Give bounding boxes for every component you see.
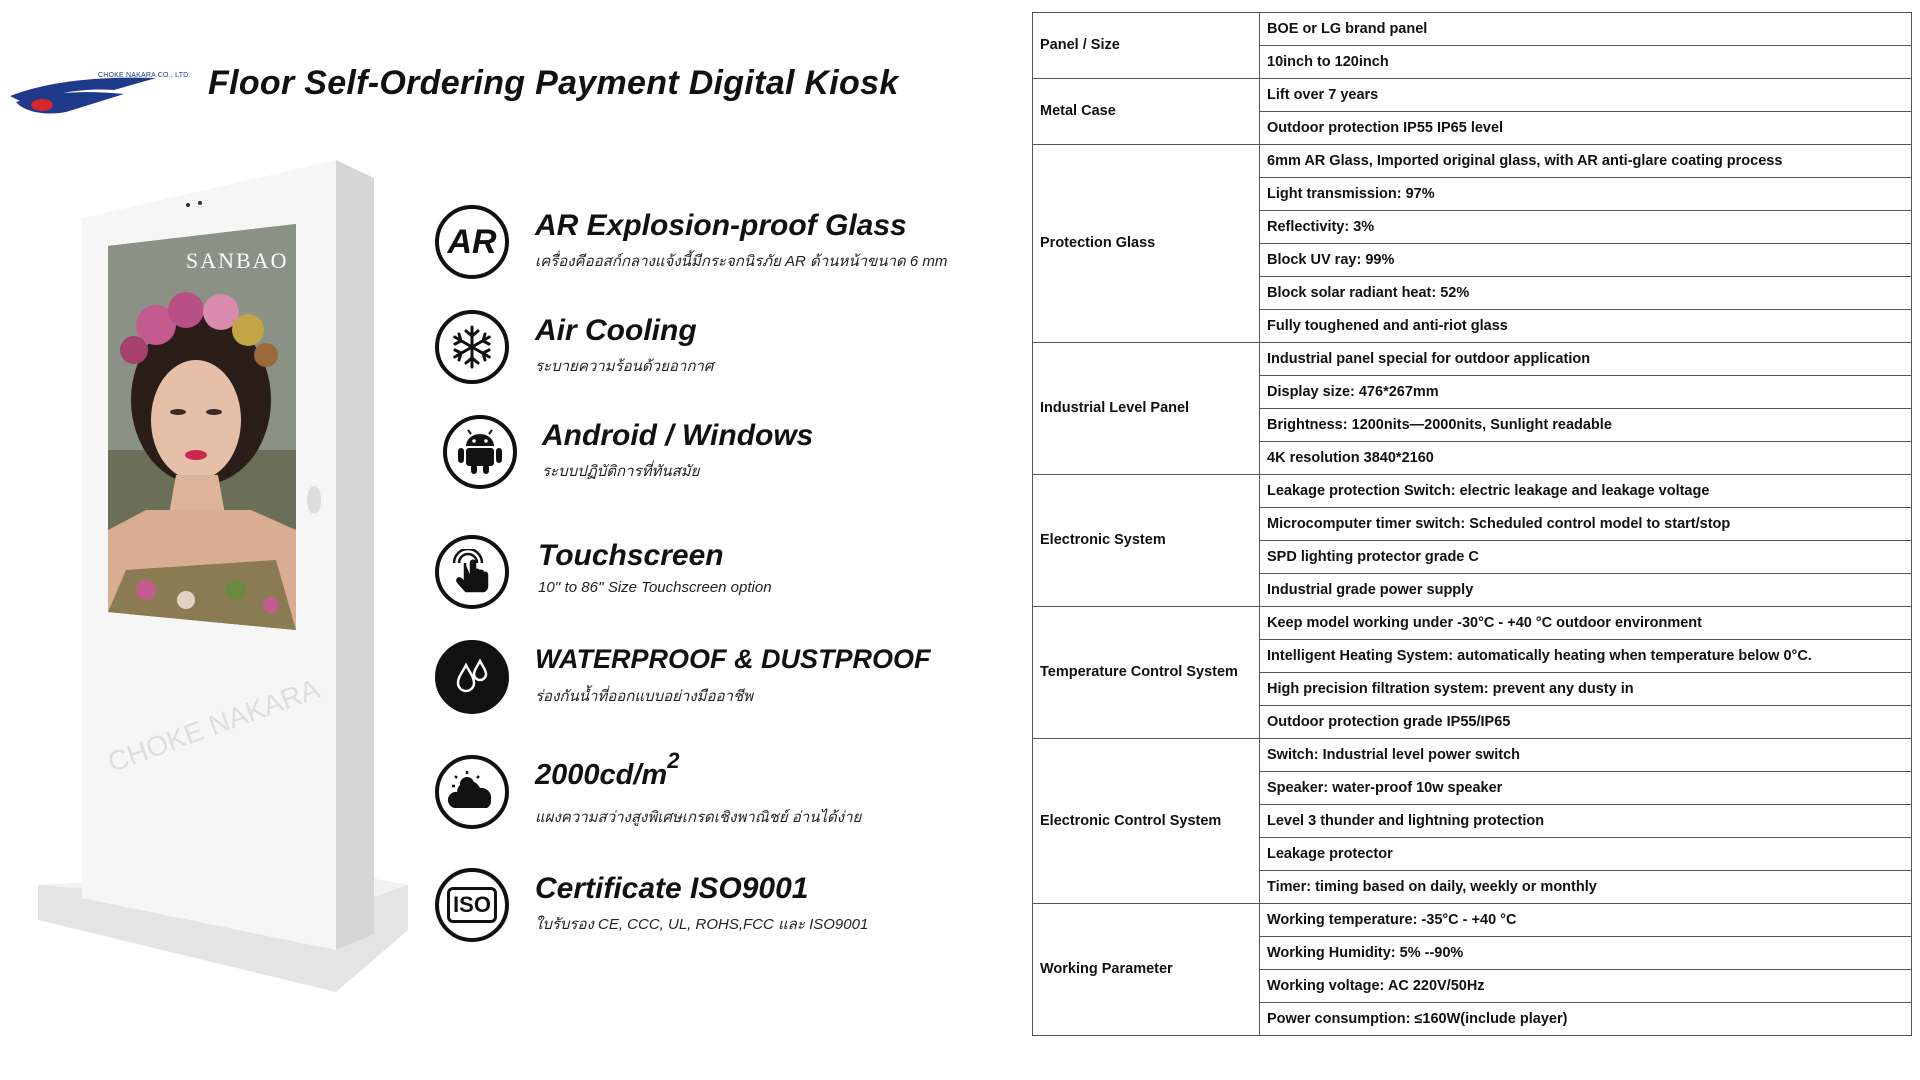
- spec-row: [1033, 79, 1912, 112]
- spec-value: Level 3 thunder and lightning protection: [1260, 805, 1912, 838]
- feature-subtitle: ระบบปฏิบัติการที่ทันสมัย: [542, 463, 700, 480]
- spec-value: Intelligent Heating System: automatically heating when temperature below 0°C.: [1260, 640, 1912, 673]
- spec-value: Outdoor protection grade IP55/IP65: [1260, 706, 1912, 739]
- spec-value: Leakage protector: [1260, 838, 1912, 871]
- spec-row: [1033, 607, 1912, 640]
- spec-value: Industrial grade power supply: [1260, 574, 1912, 607]
- spec-value: Working temperature: -35°C - +40 °C: [1260, 904, 1912, 937]
- feature-title: AR Explosion-proof Glass: [535, 209, 907, 242]
- spec-value: Leakage protection Switch: electric leakage and leakage voltage: [1260, 475, 1912, 508]
- spec-row: [1033, 13, 1912, 46]
- feature-title: Android / Windows: [542, 419, 814, 452]
- spec-category: Electronic Control System: [1033, 739, 1260, 904]
- spec-row: [1033, 145, 1912, 178]
- spec-value: High precision filtration system: prevent any dusty in: [1260, 673, 1912, 706]
- feature-subtitle: เครื่องคีออสก์กลางแจ้งนี้มีกระจกนิรภัย AR ด้านหน้าขนาด 6 mm: [535, 253, 948, 270]
- spec-category: Panel / Size: [1033, 13, 1260, 79]
- spec-value: Power consumption: ≤160W(include player): [1260, 1003, 1912, 1036]
- kiosk-image: [36, 150, 416, 1010]
- iso-icon: ISO: [435, 868, 509, 942]
- spec-value: SPD lighting protector grade C: [1260, 541, 1912, 574]
- watermark: CHOKE NAKARA: [103, 672, 324, 779]
- spec-value: Brightness: 1200nits—2000nits, Sunlight readable: [1260, 409, 1912, 442]
- feature-title: Certificate ISO9001: [535, 872, 809, 905]
- spec-value: Reflectivity: 3%: [1260, 211, 1912, 244]
- spec-value: Keep model working under -30°C - +40 °C outdoor environment: [1260, 607, 1912, 640]
- spec-value: Working voltage: AC 220V/50Hz: [1260, 970, 1912, 1003]
- spec-category: Electronic System: [1033, 475, 1260, 607]
- water-drops-icon: [435, 640, 509, 714]
- spec-value: Block solar radiant heat: 52%: [1260, 277, 1912, 310]
- spec-value: Industrial panel special for outdoor application: [1260, 343, 1912, 376]
- spec-row: [1033, 475, 1912, 508]
- android-icon: [443, 415, 517, 489]
- spec-value: 4K resolution 3840*2160: [1260, 442, 1912, 475]
- page-title: Floor Self-Ordering Payment Digital Kiosk: [208, 64, 899, 102]
- company-name: CHOKE NAKARA CO., LTD.: [98, 72, 191, 79]
- spec-value: Lift over 7 years: [1260, 79, 1912, 112]
- feature-subtitle: ระบายความร้อนด้วยอากาศ: [535, 358, 714, 375]
- spec-category: Temperature Control System: [1033, 607, 1260, 739]
- spec-category: Protection Glass: [1033, 145, 1260, 343]
- spec-category: Working Parameter: [1033, 904, 1260, 1036]
- spec-value: BOE or LG brand panel: [1260, 13, 1912, 46]
- spec-value: Speaker: water-proof 10w speaker: [1260, 772, 1912, 805]
- spec-value: Microcomputer timer switch: Scheduled control model to start/stop: [1260, 508, 1912, 541]
- ar-icon: AR: [435, 205, 509, 279]
- touch-hand-icon: [435, 535, 509, 609]
- feature-subtitle: ใบรับรอง CE, CCC, UL, ROHS,FCC และ ISO9001: [535, 916, 869, 933]
- spec-value: 10inch to 120inch: [1260, 46, 1912, 79]
- spec-value: Fully toughened and anti-riot glass: [1260, 310, 1912, 343]
- feature-subtitle: แผงความสว่างสูงพิเศษเกรดเชิงพาณิชย์ อ่านได้ง่าย: [535, 809, 862, 826]
- feature-title: Air Cooling: [535, 314, 697, 347]
- feature-subtitle: 10'' to 86'' Size Touchscreen option: [538, 579, 772, 596]
- snowflake-icon: [435, 310, 509, 384]
- spec-value: Display size: 476*267mm: [1260, 376, 1912, 409]
- screen-brand: SANBAO: [186, 248, 289, 273]
- spec-row: [1033, 739, 1912, 772]
- spec-value: 6mm AR Glass, Imported original glass, with AR anti-glare coating process: [1260, 145, 1912, 178]
- sun-cloud-icon: [435, 755, 509, 829]
- spec-value: Outdoor protection IP55 IP65 level: [1260, 112, 1912, 145]
- spec-row: [1033, 343, 1912, 376]
- feature-title: $2000cd/m^2$: [535, 748, 680, 791]
- spec-value: Timer: timing based on daily, weekly or monthly: [1260, 871, 1912, 904]
- spec-category: Metal Case: [1033, 79, 1260, 145]
- spec-value: Working Humidity: 5% --90%: [1260, 937, 1912, 970]
- feature-subtitle: ร่องกันน้ำที่ออกแบบอย่างมืออาชีพ: [535, 688, 754, 705]
- spec-value: Switch: Industrial level power switch: [1260, 739, 1912, 772]
- spec-value: Light transmission: 97%: [1260, 178, 1912, 211]
- spec-row: [1033, 904, 1912, 937]
- spec-value: Block UV ray: 99%: [1260, 244, 1912, 277]
- feature-title: Touchscreen: [538, 539, 724, 572]
- feature-title: WATERPROOF & DUSTPROOF: [535, 644, 931, 674]
- spec-table: [1032, 12, 1912, 1036]
- spec-category: Industrial Level Panel: [1033, 343, 1260, 475]
